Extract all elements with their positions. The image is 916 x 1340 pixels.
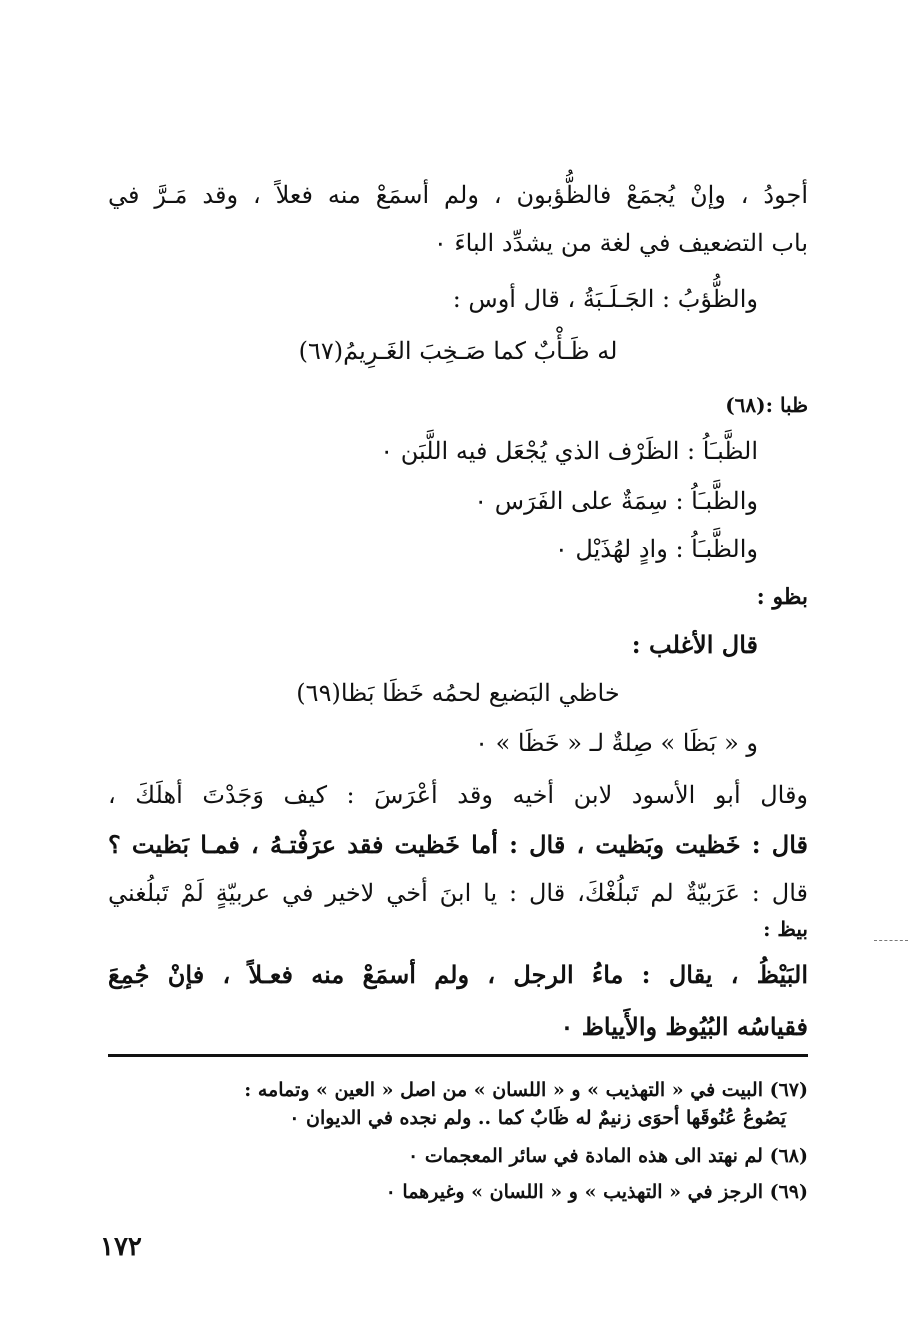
entry-heading-bayz: بيظ : [763,917,808,941]
verse-line-69: خاظي البَضيع لحمُه خَظَا بَظا(٦٩) [296,679,620,707]
page-number: ١٧٢ [100,1232,142,1262]
body-line-7: والظَّبـَاُ : وادٍ لهُذَيْل ٠ [554,535,758,563]
body-line-13: قال : عَرَبيّةٌ لم تَبلُغْكَ، قال : يا ابنَ أخي لاخير في عربيّةٍ لَمْ تَبلُغني [108,879,808,907]
body-line-11: وقال أبو الأسود لابن أخيه وقد أعْرَسَ : كيف وَجَدْتَ أهلَكَ ، [108,781,809,809]
body-line-15: فقياسُه البُيُوظ والأَيياظ ٠ [560,1012,808,1041]
footnote-68: (٦٨) لم نهتد الى هذه المادة في سائر المعجمات ٠ [407,1145,808,1167]
entry-heading-zaba: ظبا :(٦٨) [725,393,808,417]
verse-line-67: له ظَـأْبٌ كما صَـخِبَ الغَـرِيمُ(٦٧) [298,337,618,365]
body-line-2: باب التضعيف في لغة من يشدِّد الباءَ ٠ [433,229,808,257]
body-line-14: البَيْظُ ، يقال : ماءُ الرجل ، ولم أسمَعْ منه فعـلاً ، فإنْ جُمِعَ [108,960,808,989]
footnote-67: (٦٧) البيت في « التهذيب » و « اللسان » من اصل « العين » وتمامه : [244,1079,808,1101]
footnote-69: (٦٩) الرجز في « التهذيب » و « اللسان » وغيرهما ٠ [385,1181,808,1203]
body-line-12: قال : خَظيت وبَظيت ، قال : أما خَظيت فقد عرَفْتـهُ ، فمـا بَظيت ؟ [108,830,808,859]
body-line-5: الظَّبـَاُ : الظَرْف الذي يُجْعَل فيه اللَّبَن ٠ [380,437,758,465]
body-line-10: و « بَظَا » صِلةٌ لـ « خَظَا » ٠ [475,729,758,757]
body-line-1: أجودُ ، وإنْ يُجمَعْ فالظُّؤبون ، ولم أسمَعْ منه فعلاً ، وقد مَـرَّ في [108,181,808,209]
entry-heading-bazaw: بظو : [756,584,808,610]
body-line-3: والظُّؤبُ : الجَـلَـبَةُ ، قال أوس : [452,285,758,313]
body-line-8: قال الأغلب : [631,630,758,659]
footnote-divider [108,1054,808,1057]
margin-mark [874,940,908,941]
footnote-67-cont: يَصُوعُ عُنُوقَها أحوَى زنيمٌ له ظَابٌ كما .. ولم نجده في الديوان ٠ [289,1107,786,1129]
body-line-6: والظَّبـَاُ : سِمَةٌ على الفَرَس ٠ [474,487,758,515]
